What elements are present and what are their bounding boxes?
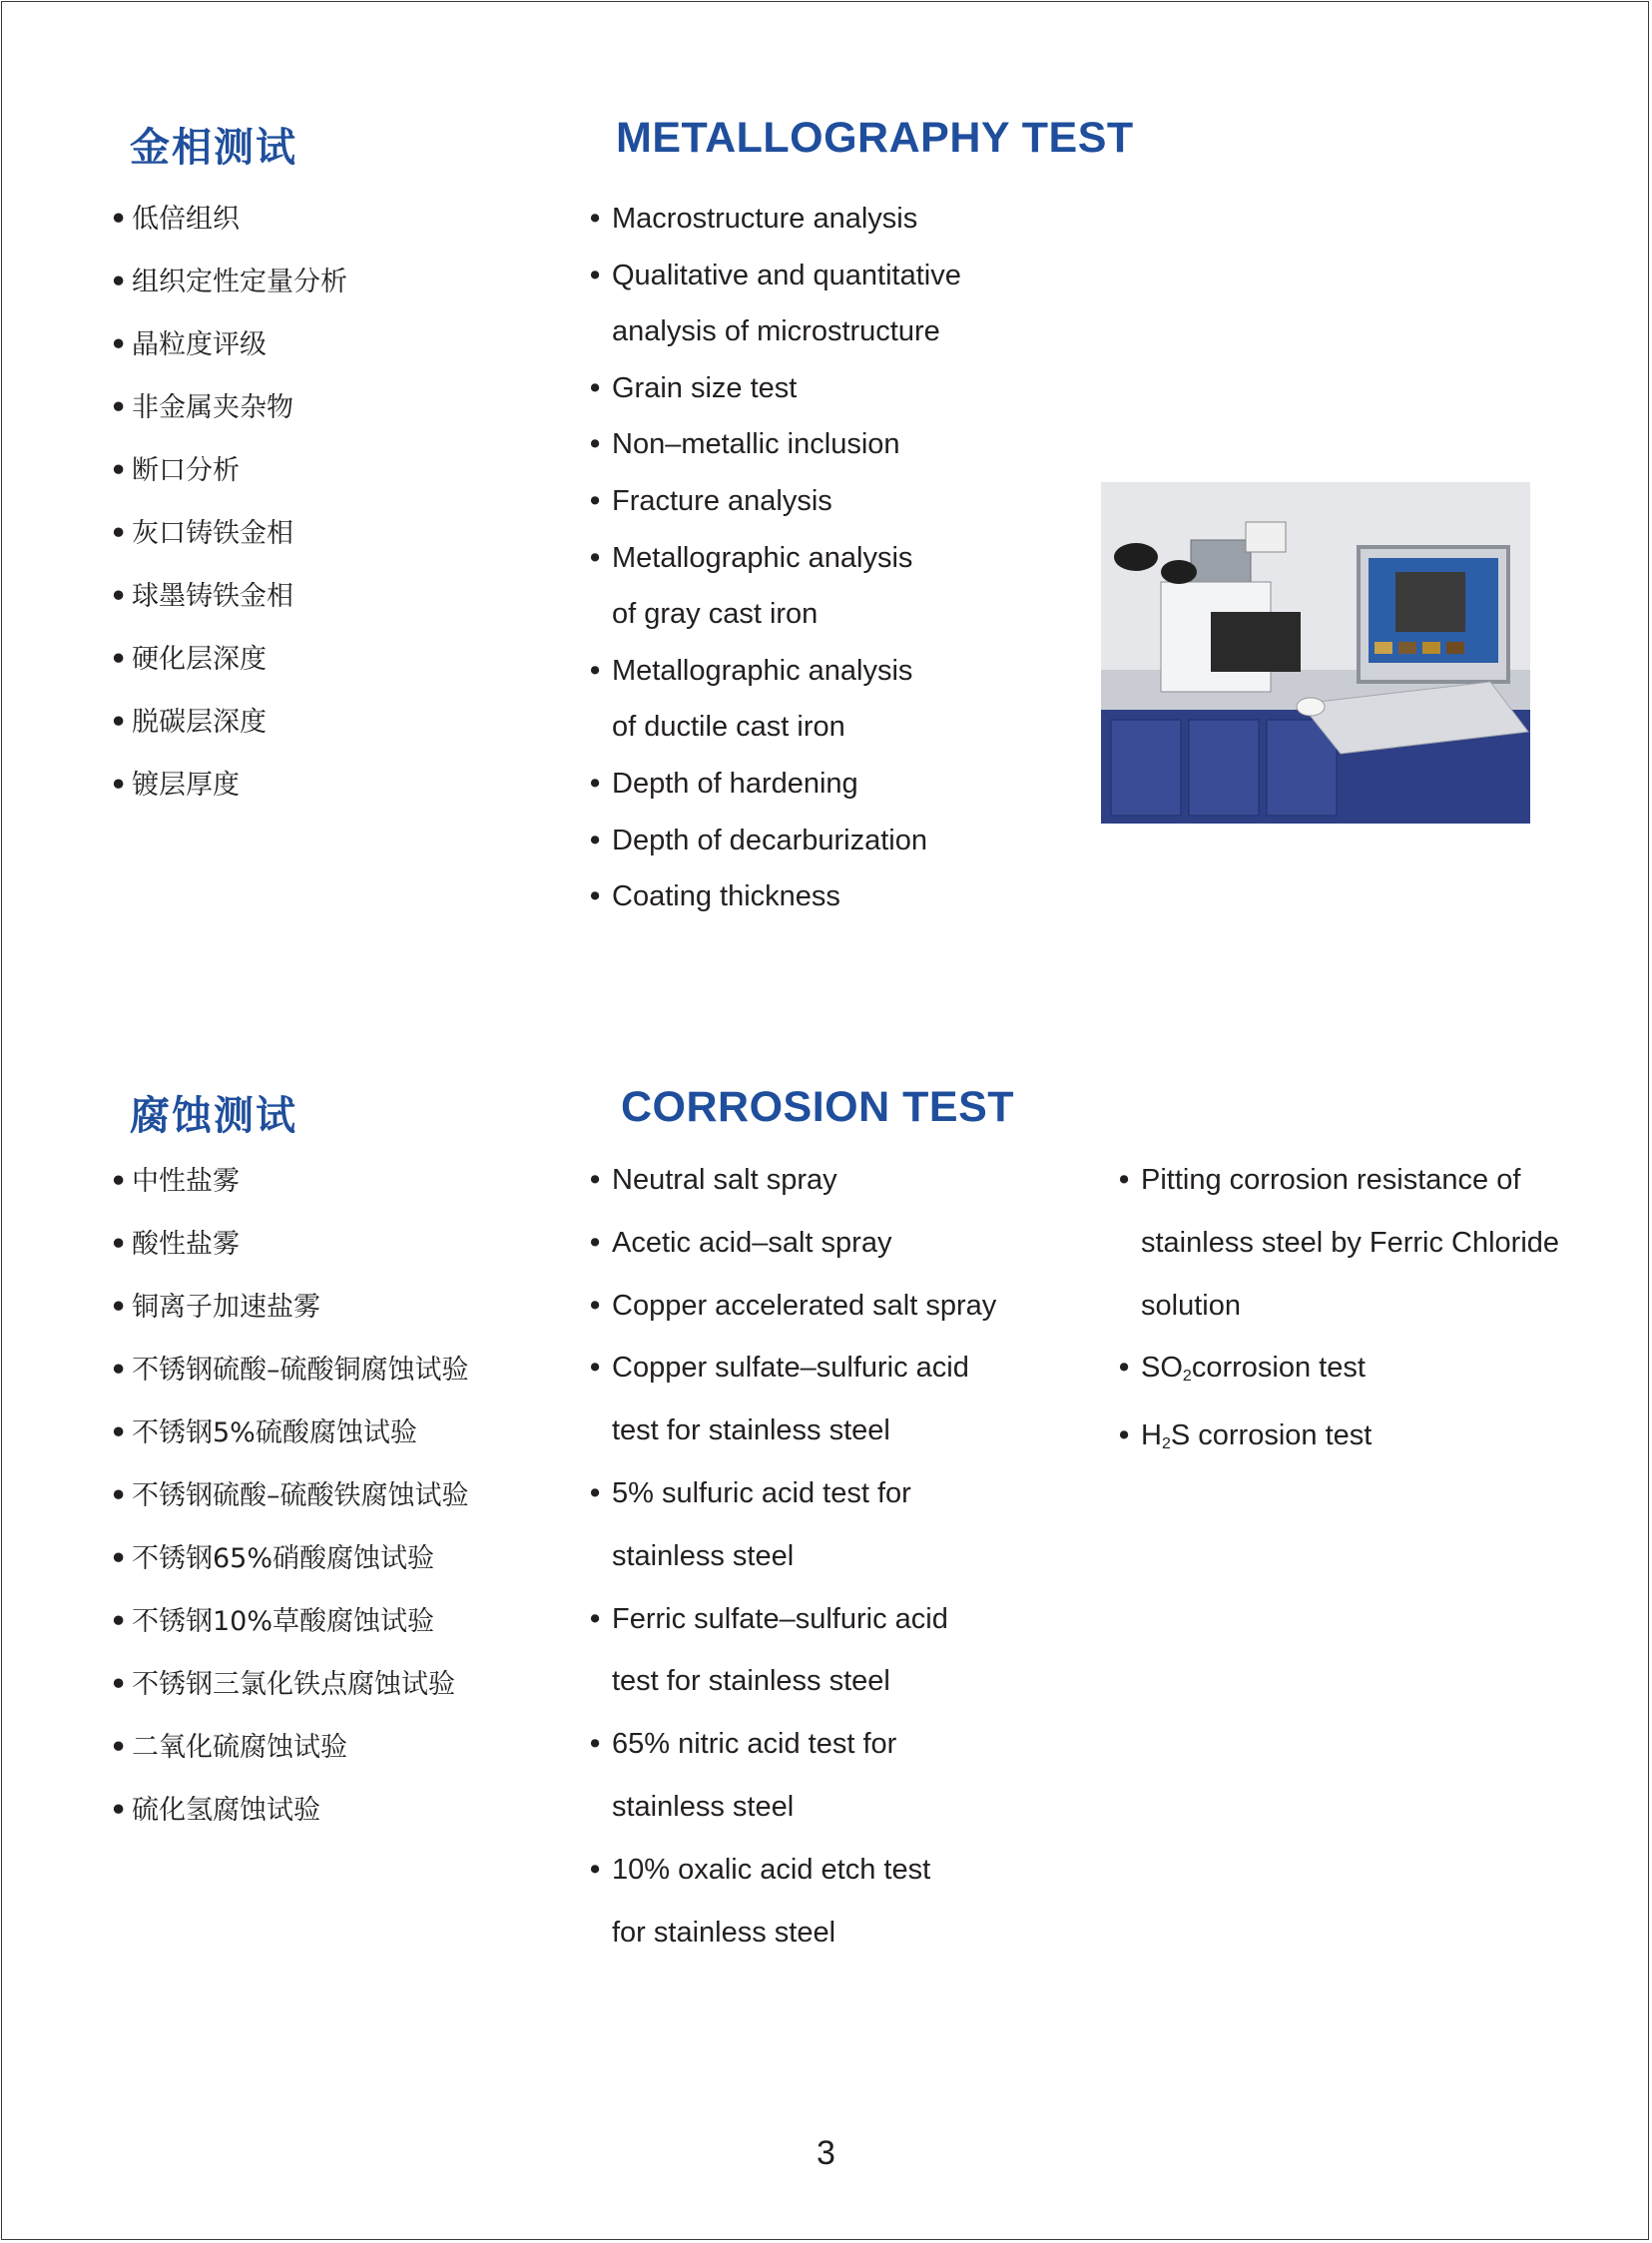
bullet-icon: • — [590, 541, 601, 574]
item-text: 不锈钢硫酸–硫酸铜腐蚀试验 — [132, 1355, 469, 1386]
item-text: 不锈钢65%硝酸腐蚀试验 — [132, 1543, 435, 1574]
item-text: 酸性盐雾 — [132, 1229, 240, 1260]
item-text: 灰口铸铁金相 — [132, 518, 293, 549]
list-item — [590, 868, 961, 925]
list-item — [590, 1149, 996, 1212]
item-text: Fracture analysis — [612, 484, 832, 517]
bullet-icon: • — [590, 371, 601, 404]
item-text: 10% oxalic acid etch test — [612, 1853, 931, 1886]
bullet-icon: • — [110, 644, 128, 675]
bullet-icon: • — [590, 1226, 601, 1259]
bullet-icon: • — [110, 518, 128, 549]
list-item — [590, 473, 961, 530]
bullet-icon: • — [1119, 1352, 1130, 1385]
list-item — [590, 1588, 996, 1651]
metallography-title-cn: 金相测试 — [130, 125, 297, 171]
item-text: 中性盐雾 — [132, 1166, 240, 1197]
corrosion-title-en: CORROSION TEST — [621, 1083, 1015, 1131]
list-item — [590, 1462, 996, 1525]
bullet-icon: • — [590, 654, 601, 687]
item-text: 球墨铸铁金相 — [132, 581, 293, 612]
microscope-lab-photo — [1101, 482, 1530, 824]
list-item — [590, 191, 961, 248]
list-item — [590, 416, 961, 473]
subscript: 2 — [1161, 1435, 1171, 1453]
list-item-continuation — [1119, 1212, 1559, 1275]
list-item — [110, 1602, 469, 1665]
list-item — [590, 756, 961, 813]
corrosion-list-en — [590, 1149, 996, 1963]
list-item — [110, 1225, 469, 1288]
item-text: 不锈钢10%草酸腐蚀试验 — [132, 1606, 435, 1637]
item-text: 不锈钢三氯化铁点腐蚀试验 — [132, 1669, 455, 1700]
list-item — [110, 514, 347, 577]
bullet-icon: • — [110, 1606, 128, 1637]
item-text: of ductile cast iron — [612, 711, 845, 744]
list-item — [110, 1791, 469, 1854]
bullet-icon: • — [110, 1543, 128, 1574]
list-item — [110, 200, 347, 263]
bullet-icon: • — [590, 1476, 601, 1509]
item-text: 断口分析 — [132, 455, 240, 486]
bullet-icon: • — [590, 1728, 601, 1761]
item-text: Metallographic analysis — [612, 654, 913, 687]
item-text: 不锈钢5%硫酸腐蚀试验 — [132, 1417, 417, 1448]
bullet-icon: • — [110, 707, 128, 738]
list-item — [110, 1413, 469, 1476]
list-item — [590, 813, 961, 869]
item-text: 5% sulfuric acid test for — [612, 1476, 911, 1509]
subscript: 2 — [1182, 1368, 1192, 1386]
item-text: Depth of decarburization — [612, 824, 927, 856]
list-item — [110, 1728, 469, 1791]
metallography-list-en — [590, 191, 961, 925]
list-item-continuation — [590, 1525, 996, 1588]
list-item — [110, 1351, 469, 1413]
bullet-icon: • — [590, 484, 601, 517]
list-item — [110, 388, 347, 451]
item-text: Neutral salt spray — [612, 1164, 837, 1196]
list-item-continuation — [590, 303, 961, 360]
list-item — [110, 703, 347, 766]
list-item — [110, 766, 347, 829]
metallography-list-cn — [110, 200, 347, 829]
item-text-part: H — [1141, 1419, 1162, 1452]
item-text-part: corrosion test — [1191, 1352, 1366, 1385]
item-text: 65% nitric acid test for — [612, 1728, 897, 1761]
list-item — [590, 1839, 996, 1902]
item-text: Qualitative and quantitative — [612, 259, 961, 291]
item-text: of gray cast iron — [612, 598, 819, 631]
list-item — [110, 1539, 469, 1602]
bullet-icon: • — [110, 455, 128, 486]
item-text: 脱碳层深度 — [132, 707, 267, 738]
list-item — [110, 640, 347, 703]
bullet-icon: • — [110, 392, 128, 423]
microscope-lab-illustration — [1101, 482, 1530, 824]
item-text: stainless steel by Ferric Chloride — [1141, 1226, 1560, 1259]
item-text: Copper accelerated salt spray — [612, 1289, 997, 1322]
page-number: 3 — [817, 2134, 835, 2172]
item-text: 镀层厚度 — [132, 770, 240, 801]
item-text: test for stainless steel — [612, 1414, 890, 1447]
item-text: Pitting corrosion resistance of — [1141, 1164, 1521, 1196]
list-item — [590, 360, 961, 417]
item-text: test for stainless steel — [612, 1665, 890, 1698]
list-item — [590, 1212, 996, 1275]
item-text: Ferric sulfate–sulfuric acid — [612, 1602, 948, 1635]
bullet-icon: • — [110, 329, 128, 360]
list-item — [110, 577, 347, 640]
bullet-icon: • — [590, 824, 601, 856]
list-item-continuation — [590, 699, 961, 756]
bullet-icon: • — [110, 1480, 128, 1511]
corrosion-list-cn — [110, 1162, 469, 1854]
list-item — [1119, 1149, 1559, 1212]
item-text-part: S corrosion test — [1170, 1419, 1373, 1452]
item-text: 不锈钢硫酸–硫酸铁腐蚀试验 — [132, 1480, 469, 1511]
item-text: 非金属夹杂物 — [132, 392, 293, 423]
bullet-icon: • — [590, 1853, 601, 1886]
metallography-title-en: METALLOGRAPHY TEST — [616, 114, 1134, 162]
item-text: 硫化氢腐蚀试验 — [132, 1795, 320, 1826]
item-text: Grain size test — [612, 371, 798, 404]
item-text: 低倍组织 — [132, 204, 240, 235]
list-item-continuation — [590, 1650, 996, 1713]
bullet-icon: • — [110, 204, 128, 235]
list-item — [1119, 1337, 1559, 1404]
item-text: stainless steel — [612, 1539, 795, 1572]
item-text-part: SO — [1141, 1352, 1183, 1385]
bullet-icon: • — [590, 1289, 601, 1322]
list-item — [590, 1275, 996, 1338]
item-text: Coating thickness — [612, 880, 840, 913]
corrosion-list-en-col2 — [1119, 1149, 1559, 1472]
item-text: 晶粒度评级 — [132, 329, 267, 360]
item-text: 硬化层深度 — [132, 644, 267, 675]
bullet-icon: • — [110, 1166, 128, 1197]
list-item — [110, 325, 347, 388]
bullet-icon: • — [590, 880, 601, 913]
bullet-icon: • — [110, 1732, 128, 1763]
list-item-continuation — [590, 586, 961, 643]
list-item — [1119, 1404, 1559, 1472]
bullet-icon: • — [110, 770, 128, 801]
corrosion-title-cn: 腐蚀测试 — [130, 1093, 297, 1139]
bullet-icon: • — [1119, 1164, 1130, 1196]
item-text: Macrostructure analysis — [612, 203, 918, 235]
bullet-icon: • — [590, 428, 601, 461]
bullet-icon: • — [110, 1229, 128, 1260]
item-text: 二氧化硫腐蚀试验 — [132, 1732, 347, 1763]
list-item-continuation — [1119, 1275, 1559, 1338]
list-item — [110, 1476, 469, 1539]
bullet-icon: • — [590, 203, 601, 235]
list-item — [110, 1665, 469, 1728]
item-text: Non–metallic inclusion — [612, 428, 900, 461]
list-item — [110, 1288, 469, 1351]
list-item — [590, 248, 961, 304]
list-item — [590, 530, 961, 587]
bullet-icon: • — [1119, 1419, 1130, 1452]
list-item — [110, 451, 347, 514]
item-text: Depth of hardening — [612, 767, 858, 800]
item-text: analysis of microstructure — [612, 315, 940, 348]
list-item-continuation — [590, 1902, 996, 1964]
bullet-icon: • — [590, 1602, 601, 1635]
list-item — [590, 643, 961, 700]
list-item-continuation — [590, 1776, 996, 1839]
bullet-icon: • — [590, 767, 601, 800]
list-item — [110, 1162, 469, 1225]
list-item-continuation — [590, 1400, 996, 1462]
list-item — [590, 1337, 996, 1400]
bullet-icon: • — [590, 1352, 601, 1385]
list-item — [110, 263, 347, 325]
item-text: Copper sulfate–sulfuric acid — [612, 1352, 969, 1385]
item-text: Acetic acid–salt spray — [612, 1226, 892, 1259]
bullet-icon: • — [590, 259, 601, 291]
bullet-icon: • — [110, 1292, 128, 1323]
bullet-icon: • — [110, 267, 128, 297]
bullet-icon: • — [110, 1795, 128, 1826]
item-text: for stainless steel — [612, 1916, 836, 1949]
bullet-icon: • — [590, 1164, 601, 1196]
bullet-icon: • — [110, 581, 128, 612]
bullet-icon: • — [110, 1355, 128, 1386]
bullet-icon: • — [110, 1669, 128, 1700]
item-text: solution — [1141, 1289, 1241, 1322]
item-text: 铜离子加速盐雾 — [132, 1292, 320, 1323]
item-text: Metallographic analysis — [612, 541, 913, 574]
item-text: stainless steel — [612, 1790, 795, 1823]
bullet-icon: • — [110, 1417, 128, 1448]
item-text: 组织定性定量分析 — [132, 267, 347, 297]
list-item — [590, 1713, 996, 1776]
